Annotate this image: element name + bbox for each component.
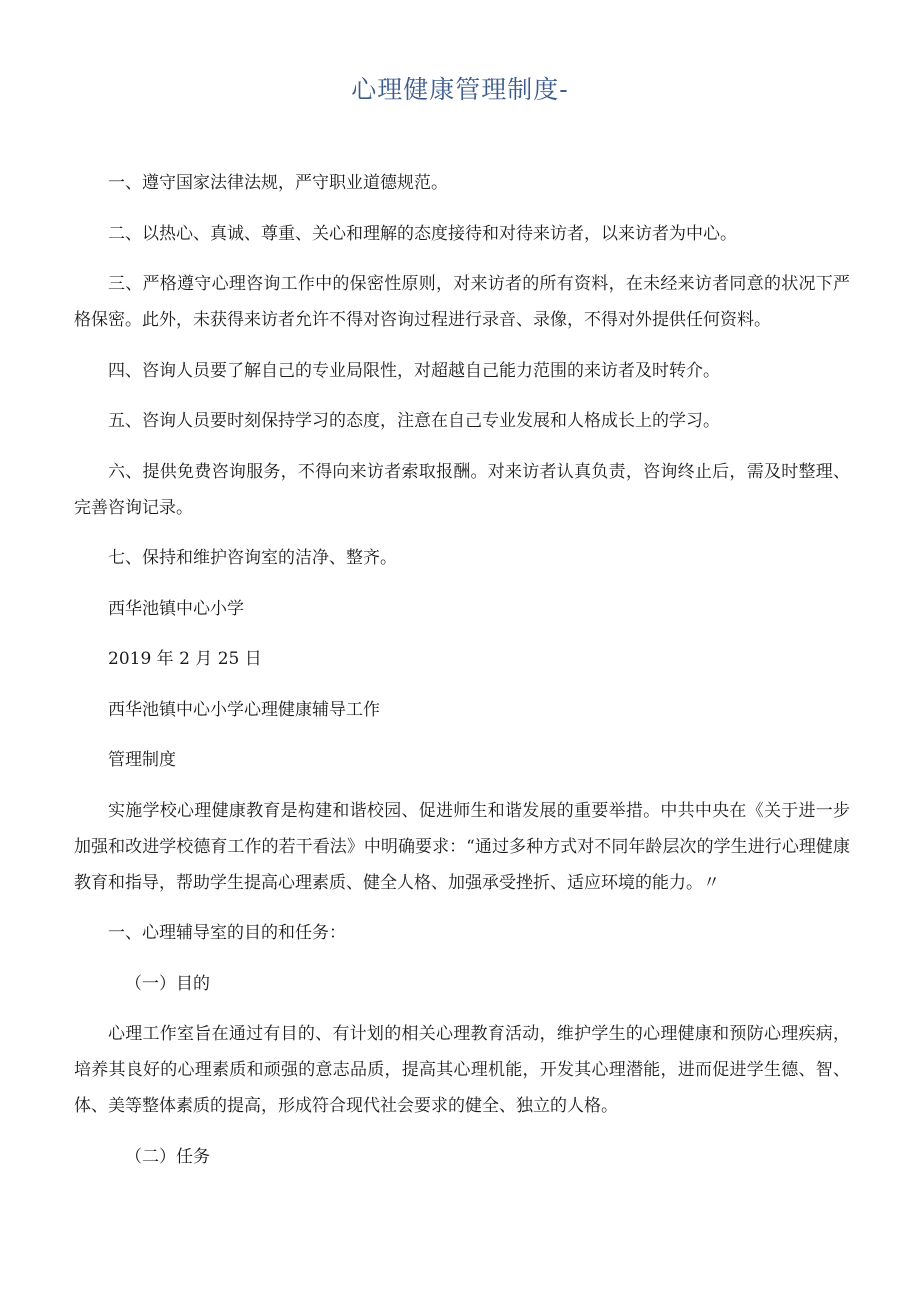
rule-7: 七、保持和维护咨询室的洁净、整齐。 [108, 548, 397, 568]
section-title-line2: 管理制度 [108, 750, 176, 770]
intro-paragraph: 实施学校心理健康教育是构建和谐校园、促进师生和谐发展的重要举措。中共中央在《关于进一步加强和改进学校德育工作的若干看法》中明确要求：“通过多种方式对不同年龄层次的学生进行心理健康教育和指导，帮助学生提高心理素质、健全人格、加强承受挫折、适应环境的能力。〃 [74, 800, 850, 893]
rule-6: 六、提供免费咨询服务，不得向来访者索取报酬。对来访者认真负责，咨询终止后，需及时整理、完善咨询记录。 [74, 461, 850, 518]
rule-4: 四、咨询人员要了解自己的专业局限性，对超越自己能力范围的来访者及时转介。 [108, 360, 720, 381]
rule-5: 五、咨询人员要时刻保持学习的态度，注意在自己专业发展和人格成长上的学习。 [108, 411, 720, 431]
rule-3: 三、严格遵守心理咨询工作中的保密性原则，对来访者的所有资料，在未经来访者同意的状况下严格保密。此外，未获得来访者允许不得对咨询过程进行录音、录像，不得对外提供任何资料。 [74, 274, 850, 330]
document-title: 心理健康管理制度- [351, 75, 569, 104]
school-name: 西华池镇中心小学 [108, 598, 244, 619]
subheading-purpose: （一）目的 [125, 973, 210, 994]
rule-1: 一、遵守国家法律法规，严守职业道德规范。 [108, 173, 448, 193]
subheading-tasks: （二）任务 [125, 1146, 210, 1167]
heading-purpose-and-tasks: 一、心理辅导室的目的和任务： [108, 923, 346, 943]
document-body [74, 165, 850, 1189]
rule-2: 二、以热心、真诚、尊重、关心和理解的态度接待和对待来访者，以来访者为中心。 [108, 223, 737, 244]
section-title-line1: 西华池镇中心小学心理健康辅导工作 [108, 699, 380, 720]
purpose-paragraph: 心理工作室旨在通过有目的、有计划的相关心理教育活动，维护学生的心理健康和预防心理疾病，培养其良好的心理素质和顽强的意志品质，提高其心理机能，开发其心理潜能，进而促进学生德、智、体、美等整体素质的提高，形成符合现代社会要求的健全、独立的人格。 [74, 1024, 850, 1116]
document-date: 2019 年 2 月 25 日 [108, 649, 262, 669]
